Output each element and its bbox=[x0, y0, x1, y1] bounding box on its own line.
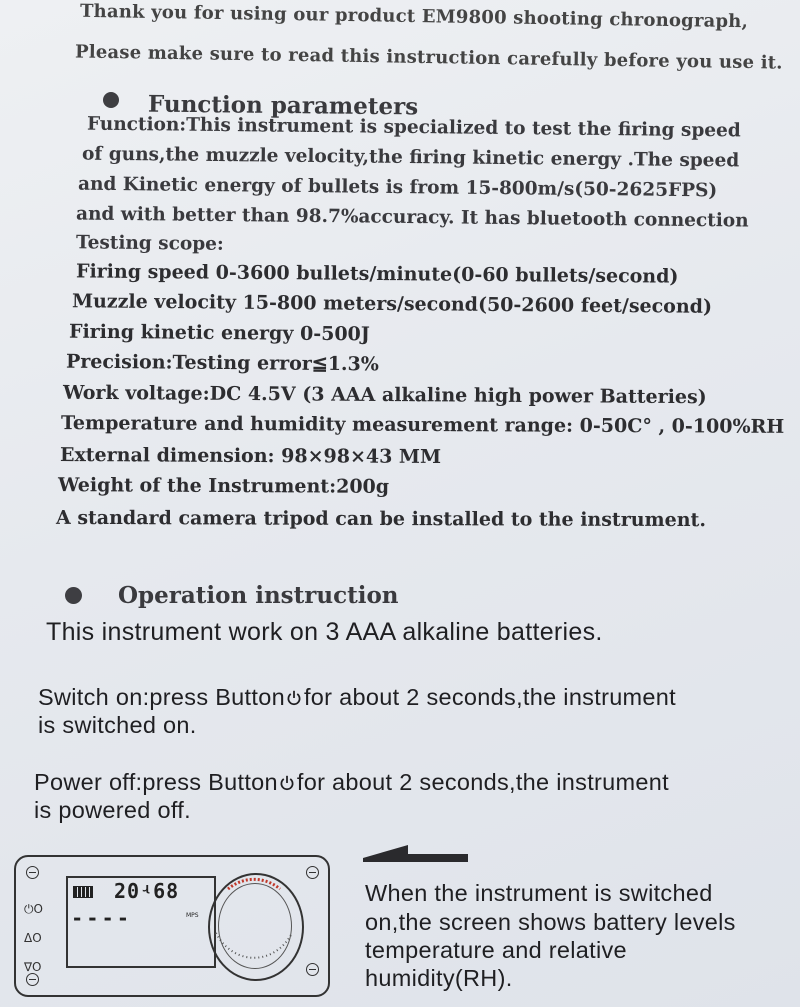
switch-on-text-b: for about 2 seconds,the instrument bbox=[303, 684, 677, 710]
lcd-temperature-humidity: 20ʵ68 bbox=[114, 879, 180, 903]
spec-precision: Precision:Testing error≦1.3% bbox=[65, 350, 379, 376]
intro-line-1: Thank you for using our product EM9800 shooting chronograph, bbox=[79, 0, 749, 33]
note-line-3: temperature and relative bbox=[365, 937, 627, 963]
switch-on-line-2: is switched on. bbox=[38, 712, 197, 738]
chronograph-device-illustration bbox=[14, 855, 330, 997]
spec-temperature-range: Temperature and humidity measurement range: 0-50C° , 0-100%RH bbox=[60, 412, 785, 438]
intro-line-2: Please make sure to read this instruction carefully before you use it. bbox=[74, 41, 783, 74]
power-icon bbox=[279, 775, 295, 791]
note-line-2: on,the screen shows battery levels bbox=[365, 909, 736, 935]
switch-on-line bbox=[38, 684, 676, 711]
down-button-icon: ∇O bbox=[24, 960, 42, 974]
lcd-dashes: - - - - bbox=[73, 906, 128, 930]
testing-scope-label: Testing scope: bbox=[75, 232, 224, 255]
dial-ring bbox=[208, 873, 304, 981]
note-line-4: humidity(RH). bbox=[365, 965, 513, 991]
bullet-icon bbox=[65, 587, 82, 604]
function-line-1: Function:This instrument is specialized to test the firing speed bbox=[86, 113, 741, 142]
operation-heading: Operation instruction bbox=[118, 582, 399, 609]
spec-work-voltage: Work voltage:DC 4.5V (3 AAA alkaline high power Batteries) bbox=[62, 381, 707, 409]
spec-dimension: External dimension: 98×98×43 MM bbox=[59, 444, 442, 468]
power-off-line bbox=[34, 769, 669, 796]
lcd-unit-mps: MPS bbox=[186, 912, 199, 919]
spec-tripod: A standard camera tripod can be installed to the instrument. bbox=[55, 506, 706, 532]
power-off-line-2: is powered off. bbox=[34, 797, 191, 823]
function-line-3: and Kinetic energy of bullets is from 15-800m/s(50-2625FPS) bbox=[77, 173, 718, 202]
function-heading: Function parameters bbox=[147, 90, 419, 121]
spec-muzzle-velocity: Muzzle velocity 15-800 meters/second(50-2600 feet/second) bbox=[71, 290, 713, 318]
screw-icon bbox=[26, 866, 39, 879]
dial-scale-icon bbox=[208, 873, 300, 977]
note-line-1: When the instrument is switched bbox=[365, 880, 713, 906]
side-buttons bbox=[24, 895, 43, 982]
batteries-line: This instrument work on 3 AAA alkaline batteries. bbox=[46, 618, 603, 646]
function-line-4: and with better than 98.7%accuracy. It has bluetooth connection bbox=[75, 203, 749, 232]
spec-kinetic-energy: Firing kinetic energy 0-500J bbox=[68, 320, 370, 346]
battery-icon bbox=[73, 886, 93, 898]
power-icon bbox=[286, 690, 302, 706]
lcd-screen bbox=[66, 876, 216, 968]
power-off-text-a: Power off:press Button bbox=[34, 769, 278, 795]
function-line-2: of guns,the muzzle velocity,the firing kinetic energy .The speed bbox=[81, 143, 740, 172]
bullet-icon bbox=[103, 92, 119, 108]
screw-icon bbox=[306, 963, 319, 976]
power-button-icon: ⏻O bbox=[24, 902, 43, 916]
power-off-text-b: for about 2 seconds,the instrument bbox=[296, 769, 669, 795]
up-button-icon: ΔO bbox=[24, 931, 42, 945]
screw-icon bbox=[306, 866, 319, 879]
arrow-left-icon bbox=[363, 843, 468, 865]
spec-weight: Weight of the Instrument:200g bbox=[57, 474, 390, 498]
spec-firing-speed: Firing speed 0-3600 bullets/minute(0-60 bullets/second) bbox=[75, 260, 679, 288]
switch-on-text-a: Switch on:press Button bbox=[38, 684, 285, 710]
